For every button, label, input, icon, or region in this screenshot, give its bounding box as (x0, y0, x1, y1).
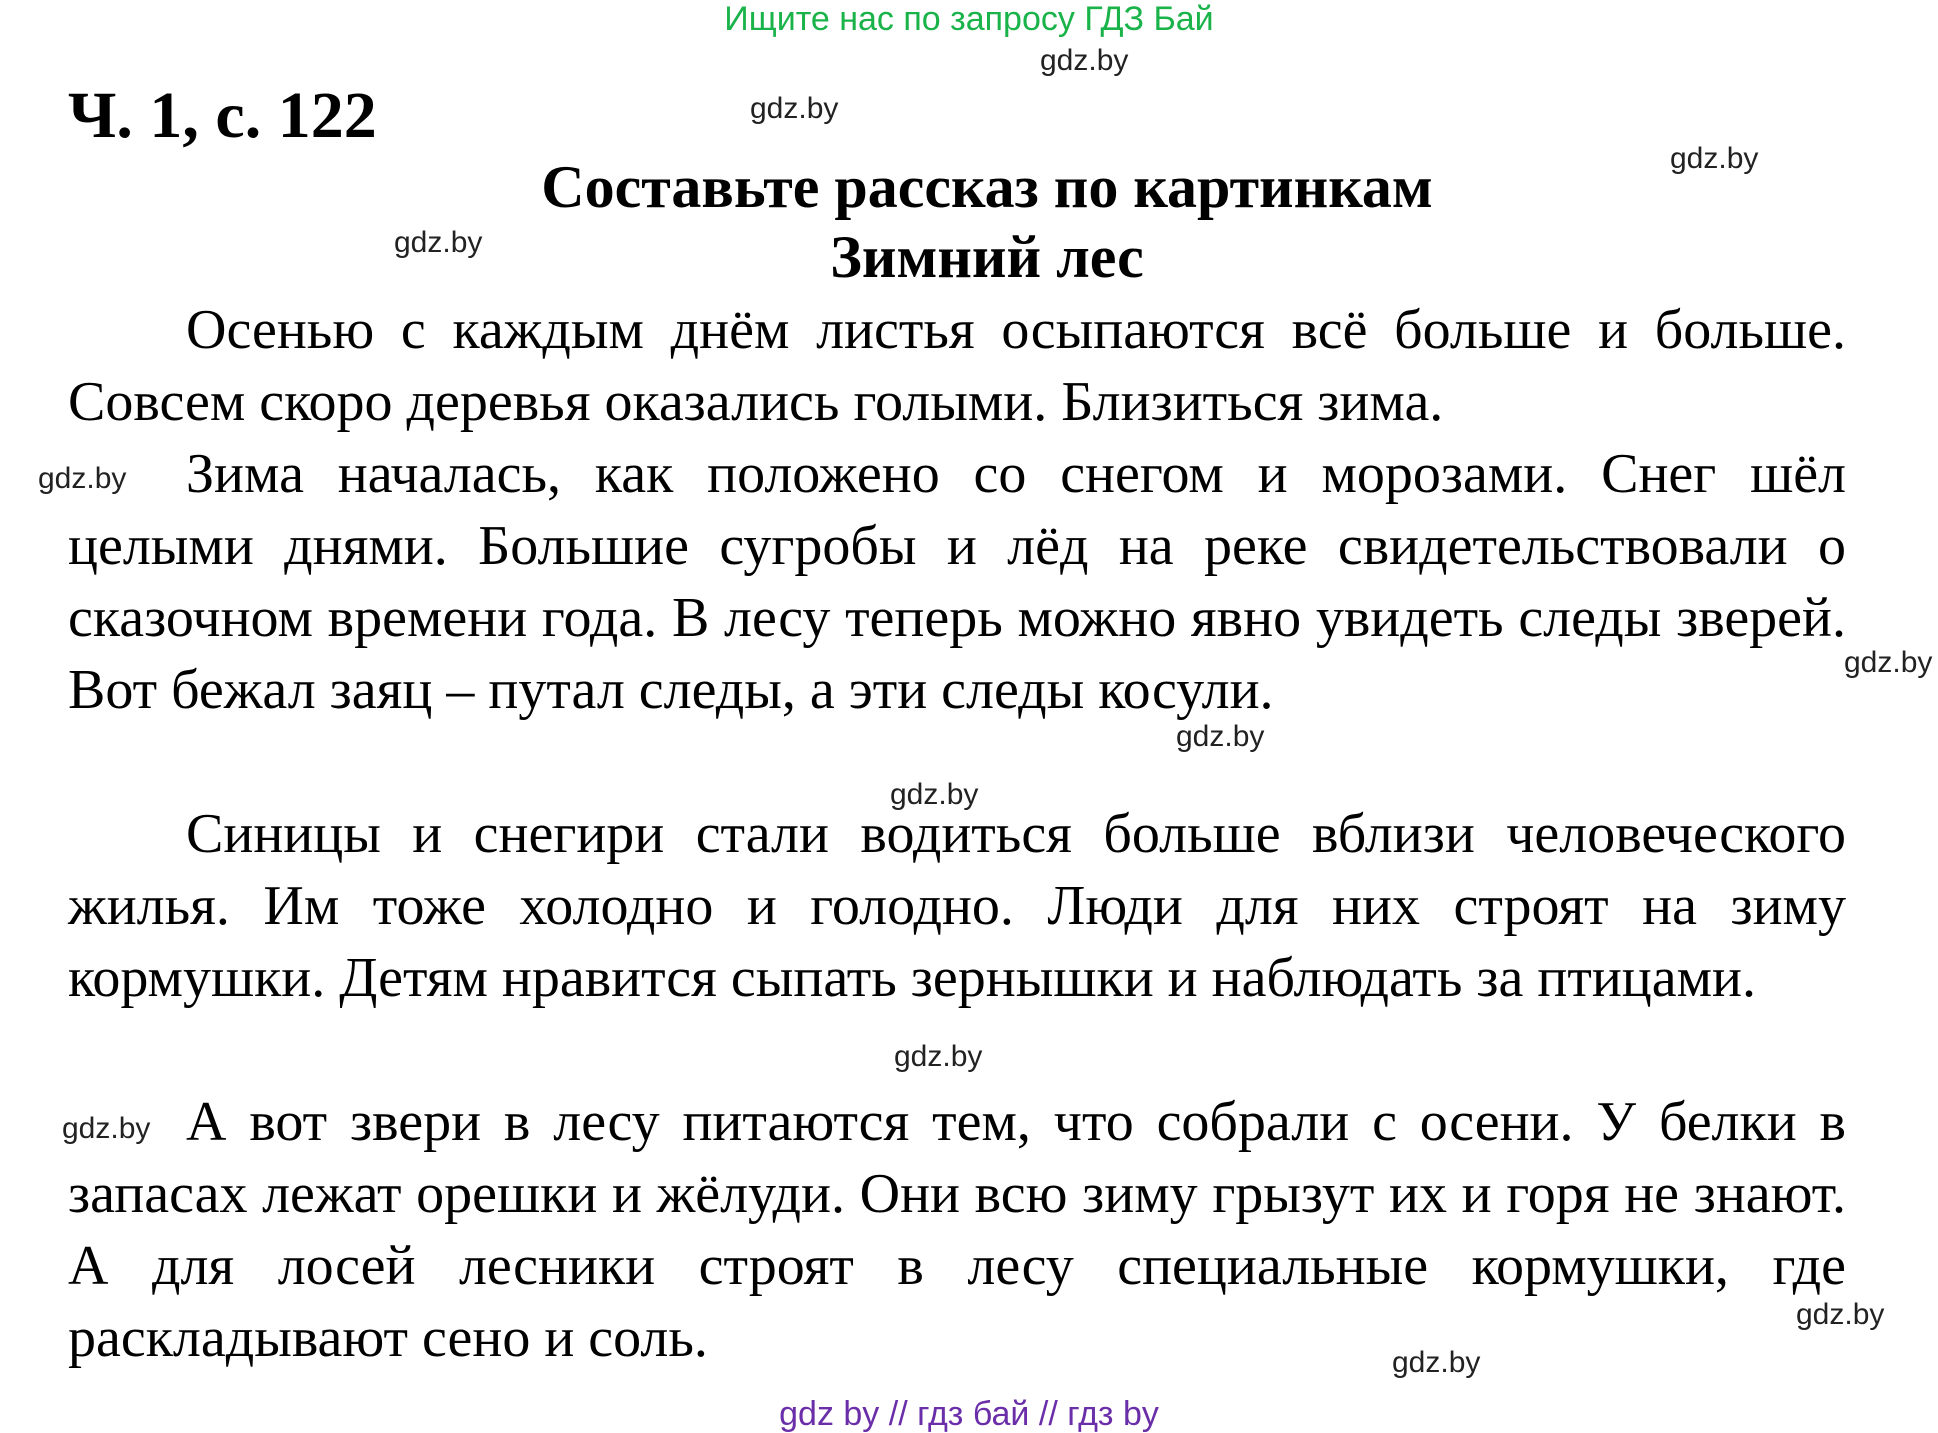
paragraph-2: Зима началась, как положено со снегом и морозами. Снег шёл целыми днями. Большие сугробы и лёд на реке свидетельствовали о сказочном времени года. В лесу теперь можно явно увидеть следы зверей. Вот бежал заяц – путал следы, а эти следы косули. (68, 443, 1846, 721)
footer-links[interactable]: gdz by // гдз бай // гдз by (779, 1395, 1159, 1433)
paragraph-1: Осенью с каждым днём листья осыпаются всё больше и больше. Совсем скоро деревья оказались голыми. Близиться зима. (68, 299, 1846, 433)
watermark: gdz.by (1844, 646, 1933, 679)
task-title: Составьте рассказ по картинкам (541, 154, 1433, 220)
watermark: gdz.by (1392, 1346, 1481, 1379)
paragraph-4: А вот звери в лесу питаются тем, что собрали с осени. У белки в запасах лежат орешки и жёлуди. Они всю зиму грызут их и горя не знают. А для лосей лесники строят в лесу специальные кормушки, где раскладывают сено и соль. (68, 1091, 1846, 1369)
watermark: gdz.by (894, 1040, 983, 1073)
paragraph-3: Синицы и снегири стали водиться больше вблизи человеческого жилья. Им тоже холодно и голодно. Люди для них строят на зиму кормушки. Детям нравится сыпать зернышки и наблюдать за птицами. (68, 803, 1846, 1009)
page-reference: Ч. 1, с. 122 (68, 79, 377, 152)
top-ad-banner[interactable]: Ищите нас по запросу ГДЗ Бай (724, 0, 1214, 38)
watermark: gdz.by (890, 778, 979, 811)
watermark: gdz.by (1796, 1298, 1885, 1331)
watermark: gdz.by (1040, 44, 1129, 77)
story-title: Зимний лес (830, 224, 1144, 290)
watermark: gdz.by (394, 226, 483, 259)
watermark: gdz.by (750, 92, 839, 125)
watermark: gdz.by (62, 1112, 151, 1145)
watermark: gdz.by (1176, 720, 1265, 753)
watermark: gdz.by (1670, 142, 1759, 175)
watermark: gdz.by (38, 462, 127, 495)
